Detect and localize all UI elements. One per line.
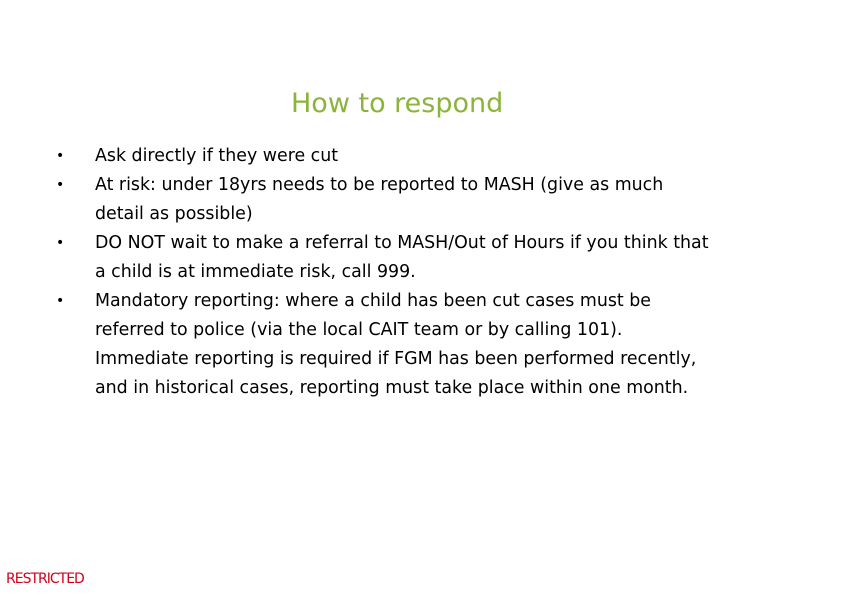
bullet-item-do-not-wait (56, 229, 716, 287)
bullet-marker: • (56, 293, 65, 309)
restricted-label: RESTRICTED (6, 571, 84, 587)
bullet-item-mandatory-reporting (56, 287, 716, 403)
bullet-text: Ask directly if they were cut (95, 146, 339, 166)
bullet-item-at-risk (56, 171, 716, 229)
bullet-marker: • (56, 235, 65, 251)
bullet-text: At risk: under 18yrs needs to be reported to MASH (give as much detail as possible) (95, 175, 664, 224)
slide-title: How to respond (291, 88, 504, 119)
bullet-text: DO NOT wait to make a referral to MASH/Out of Hours if you think that a child is at immediate risk, call 999. (95, 233, 709, 282)
bullet-marker: • (56, 177, 65, 193)
bullet-item-ask-directly (56, 142, 716, 171)
bullet-list (56, 142, 716, 403)
bullet-marker: • (56, 148, 65, 164)
bullet-text: Mandatory reporting: where a child has been cut cases must be referred to police (via the local CAIT team or by calling 101). Immediate reporting is required if FGM has been performed recently, and in historical cases, reporting must take place within one month. (95, 291, 697, 398)
